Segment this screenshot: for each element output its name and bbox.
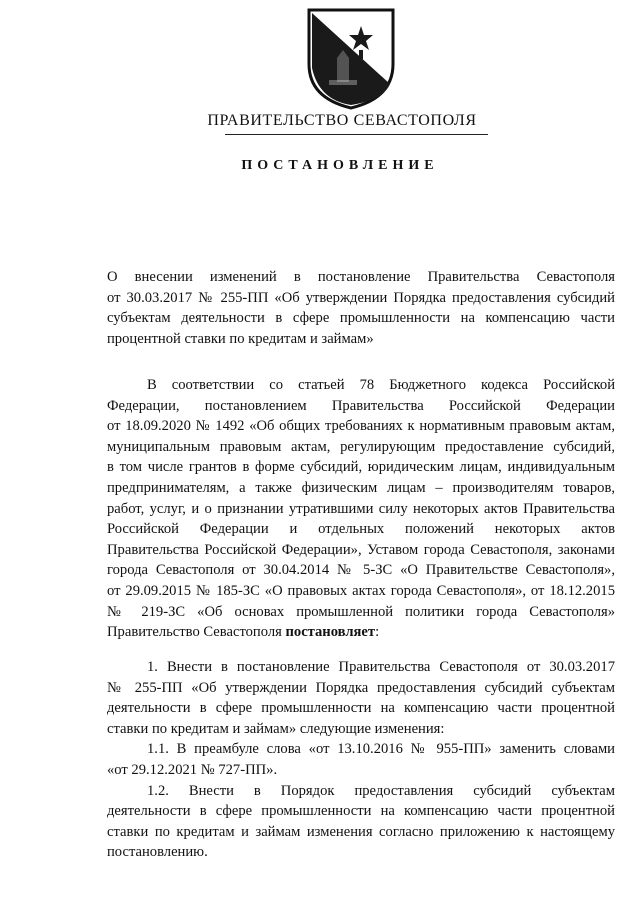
resolution-verb: постановляет	[285, 624, 376, 641]
clauses-section	[107, 657, 615, 863]
preamble-line: работ, услуг, и о признании утратившими силу некоторых актов Правительства	[107, 500, 615, 517]
sevastopol-coat-of-arms-icon	[299, 6, 403, 110]
preamble-line: Правительства Российской Федерации», Уставом города Севастополя, законами	[107, 541, 615, 558]
government-name: ПРАВИТЕЛЬСТВО СЕВАСТОПОЛЯ	[207, 112, 477, 129]
preamble-line: в том числе грантов в форме субсидий, юридическим лицам, индивидуальным	[107, 459, 615, 476]
clause-line: «от 29.12.2021 № 727-ПП».	[107, 761, 278, 778]
preamble-line: Федерации, постановлением Правительства Российской Федерации	[107, 397, 615, 414]
preamble-line: предпринимателям, а также физическим лицам – производителям товаров,	[107, 479, 615, 496]
clause-line: 1. Внести в постановление Правительства Севастополя от 30.03.2017	[147, 659, 615, 675]
document-subject	[107, 267, 615, 349]
clause-line: ставки по кредитам и займам изменения согласно приложению к настоящему	[107, 823, 615, 840]
preamble-line: города Севастополя от 30.04.2014 № 5-ЗС «О Правительстве Севастополя»,	[107, 562, 615, 579]
subject-line: О внесении изменений в постановление Правительства Севастополя	[107, 269, 615, 285]
subject-line: субъектам деятельности в сфере промышленности на компенсацию части	[107, 310, 615, 326]
clause-line: 1.2. Внести в Порядок предоставления субсидий субъектам	[147, 782, 615, 799]
preamble-paragraph	[107, 375, 615, 643]
subject-line: от 30.03.2017 № 255-ПП «Об утверждении Порядка предоставления субсидий	[107, 289, 615, 306]
preamble-line: № 219-ЗС «Об основах промышленной политики города Севастополя»	[107, 603, 615, 620]
preamble-closing-text: Правительство Севастополя	[107, 624, 286, 641]
header-divider	[225, 134, 488, 135]
clause-line: деятельности в сфере промышленности на компенсацию части процентной	[107, 700, 615, 717]
clause-line: деятельности в сфере промышленности на компенсацию части процентной	[107, 803, 615, 820]
preamble-line: от 29.09.2015 № 185-ЗС «О правовых актах города Севастополя», от 18.12.2015	[107, 582, 615, 599]
preamble-line: Российской Федерации и отдельных положений некоторых актов	[107, 521, 615, 538]
subject-line: процентной ставки по кредитам и займам»	[107, 330, 374, 347]
clause-line: ставки по кредитам и займам» следующие изменения:	[107, 720, 445, 737]
preamble-closing-colon: :	[375, 624, 380, 641]
clause-line: № 255-ПП «Об утверждении Порядка предоставления субсидий субъектам	[107, 679, 615, 696]
document-type-title: ПОСТАНОВЛЕНИЕ	[241, 158, 439, 173]
preamble-line: муниципальным правовым актам, регулирующим предоставление субсидий,	[107, 438, 615, 455]
preamble-closing-line	[107, 622, 615, 643]
clause-line: постановлению.	[107, 844, 208, 861]
preamble-line: от 18.09.2020 № 1492 «Об общих требованиях к нормативным правовым актам,	[107, 418, 615, 435]
clause-line: 1.1. В преамбуле слова «от 13.10.2016 № 955-ПП» заменить словами	[147, 741, 615, 758]
preamble-line: В соответствии со статьей 78 Бюджетного кодекса Российской	[147, 377, 615, 393]
